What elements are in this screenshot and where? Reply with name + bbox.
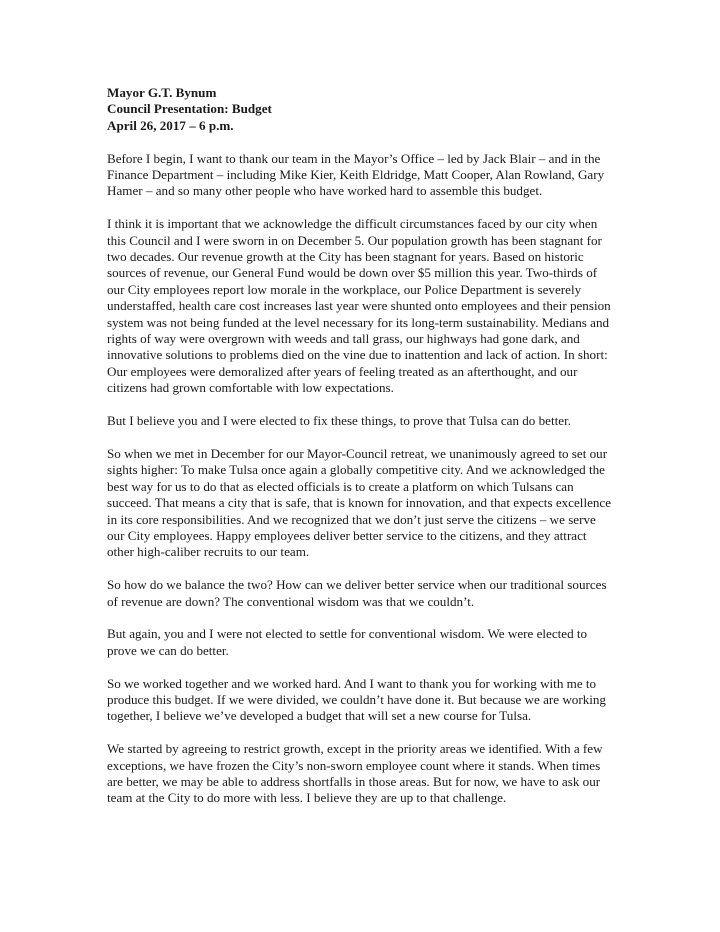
presentation-date: April 26, 2017 – 6 p.m. xyxy=(107,117,234,133)
paragraph-elected: But I believe you and I were elected to fix these things, to prove that Tulsa can do better. xyxy=(107,413,571,429)
presentation-title: Council Presentation: Budget xyxy=(107,101,272,117)
paragraph-thanks: Before I begin, I want to thank our team in the Mayor’s Office – led by Jack Blair – and in the Finance Department – including Mike Kier, Keith Eldridge, Matt Cooper, Alan Rowland, Gary Hamer – and so many other people who have worked hard to assemble this budget. xyxy=(107,150,605,199)
paragraph-restrict-growth: We started by agreeing to restrict growth, except in the priority areas we identified. With a few exceptions, we have frozen the City’s non-sworn employee count where it stands. When times are better, we may be able to address shortfalls in those areas. But for now, we have to ask our team at the City to do more with less. I believe they are up to that challenge. xyxy=(107,741,603,806)
document-header xyxy=(107,85,615,134)
paragraph-retreat: So when we met in December for our Mayor-Council retreat, we unanimously agreed to set our sights higher: To make Tulsa once again a globally competitive city. And we acknowledged the best way for us to do that as elected officials is to create a platform on which Tulsans can succeed. That means a city that is safe, that is known for innovation, and that expects excellence in its core responsibilities. And we recognized that we don’t just serve the citizens – we serve our City employees. Happy employees deliver better service to the citizens, and they attract other high-caliber recruits to our team. xyxy=(107,445,612,560)
paragraph-balance: So how do we balance the two? How can we deliver better service when our traditional sources of revenue are down? The conventional wisdom was that we couldn’t. xyxy=(107,577,607,609)
paragraph-worked-together: So we worked together and we worked hard. And I want to thank you for working with me to produce this budget. If we were divided, we couldn’t have done it. But because we are working together, I believe we’ve developed a budget that will set a new course for Tulsa. xyxy=(107,675,606,724)
paragraph-circumstances: I think it is important that we acknowledge the difficult circumstances faced by our city when this Council and I were sworn in on December 5. Our population growth has been stagnant for two decades. Our revenue growth at the City has been stagnant for years. Based on historic sources of revenue, our General Fund would be down over $5 million this year. Two-thirds of our City employees report low morale in the workplace, our Police Department is severely understaffed, health care cost increases last year were shunted onto employees and their pension system was not being funded at the level necessary for its long-term sustainability. Medians and rights of way were overgrown with weeds and tall grass, our highways had gone dark, and innovative solutions to problems died on the vine due to inattention and lack of action. In short: Our employees were demoralized after years of feeling treated as an afterthought, and our citizens had grown comfortable with low expectations. xyxy=(107,216,611,396)
speaker-name: Mayor G.T. Bynum xyxy=(107,85,217,100)
document-body xyxy=(107,85,615,807)
paragraph-conventional-wisdom: But again, you and I were not elected to settle for conventional wisdom. We were elected to prove we can do better. xyxy=(107,626,588,658)
